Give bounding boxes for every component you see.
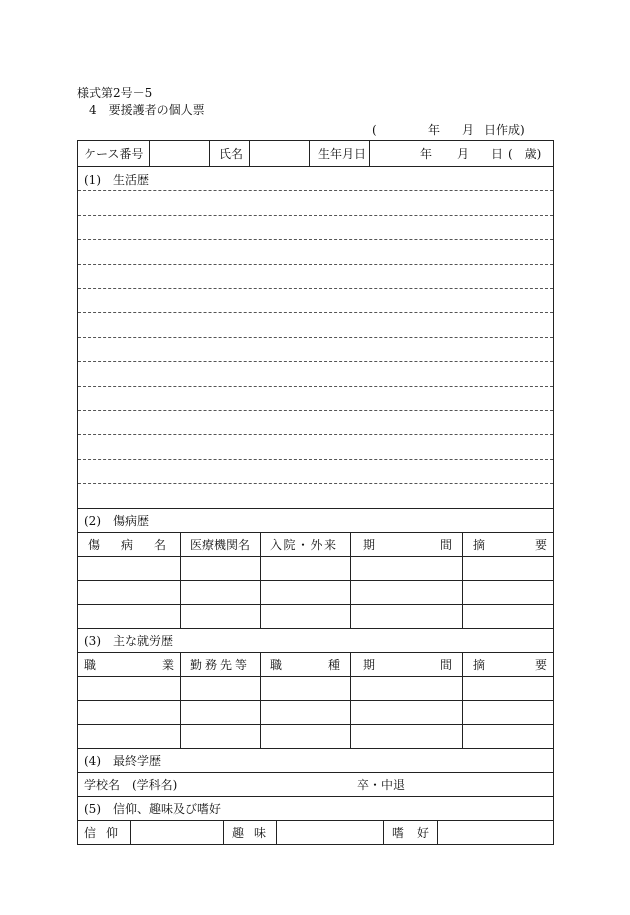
cell-period[interactable] — [351, 557, 463, 580]
ruled-line — [78, 313, 553, 337]
col-occupation-char: 職 — [84, 658, 97, 672]
beliefs-title: (5) 信仰、趣味及び嗜好 — [84, 802, 221, 816]
col-summary — [463, 533, 555, 556]
table-row — [78, 557, 553, 581]
col-disease-char: 病 — [120, 538, 133, 552]
preference-char: 好 — [416, 826, 429, 840]
case-number-label-cell — [78, 141, 150, 166]
col-disease — [78, 533, 181, 556]
case-number-label: ケース番号 — [84, 147, 144, 161]
cell-job-type[interactable] — [261, 677, 351, 700]
medical-history-title-row — [78, 509, 553, 533]
life-history-lines[interactable] — [78, 167, 553, 484]
name-label: 氏名 — [219, 147, 244, 161]
cell-period[interactable] — [351, 701, 463, 724]
birth-year-label: 年 — [420, 147, 433, 161]
cell-occupation[interactable] — [78, 701, 181, 724]
cell-summary[interactable] — [463, 605, 555, 628]
col-job-type-char: 職 — [270, 658, 283, 672]
ruled-line — [78, 216, 553, 240]
col-disease-char: 名 — [153, 538, 166, 552]
cell-period[interactable] — [351, 605, 463, 628]
ruled-line — [78, 435, 553, 459]
personal-record-form — [77, 140, 554, 845]
ruled-line — [78, 265, 553, 289]
cell-institution[interactable] — [181, 557, 261, 580]
work-history-header-row — [78, 653, 553, 677]
faith-char: 仰 — [105, 826, 118, 840]
col-summary — [463, 653, 555, 676]
faith-field[interactable] — [131, 821, 224, 844]
ruled-line — [78, 387, 553, 411]
cell-type[interactable] — [261, 557, 351, 580]
form-number: 様式第2号－5 — [77, 86, 153, 100]
cell-summary[interactable] — [463, 557, 555, 580]
cell-summary[interactable] — [463, 581, 555, 604]
col-disease-char: 傷 — [88, 538, 101, 552]
ruled-line — [78, 411, 553, 435]
name-label-cell — [210, 141, 250, 166]
cell-disease[interactable] — [78, 581, 181, 604]
cell-job-type[interactable] — [261, 701, 351, 724]
ruled-line — [78, 191, 553, 215]
form-title: 4 要援護者の個人票 — [89, 103, 205, 117]
ruled-line — [78, 460, 553, 484]
col-period — [351, 653, 463, 676]
col-job-type — [261, 653, 351, 676]
table-row — [78, 701, 553, 725]
education-row[interactable] — [78, 773, 553, 797]
work-history-title: (3) 主な就労歴 — [84, 634, 173, 648]
header-row — [78, 141, 553, 167]
preference-field[interactable] — [438, 821, 555, 844]
col-occupation-label — [84, 659, 174, 671]
col-job-type-label — [270, 659, 340, 671]
birthdate-field[interactable] — [370, 141, 555, 166]
cell-occupation[interactable] — [78, 677, 181, 700]
cell-period[interactable] — [351, 725, 463, 748]
col-job-type-char: 種 — [327, 658, 340, 672]
cell-employer[interactable] — [181, 701, 261, 724]
cell-institution[interactable] — [181, 581, 261, 604]
created-year: 年 — [428, 123, 441, 137]
col-disease-label — [88, 539, 166, 551]
hobby-field[interactable] — [277, 821, 384, 844]
faith-label — [84, 827, 118, 839]
cell-disease[interactable] — [78, 605, 181, 628]
birth-day-label: 日 — [491, 147, 504, 161]
col-period — [351, 533, 463, 556]
cell-institution[interactable] — [181, 605, 261, 628]
hobby-label — [232, 827, 266, 839]
table-row — [78, 581, 553, 605]
col-summary-char: 摘 — [473, 538, 486, 552]
col-institution — [181, 533, 261, 556]
ruled-line — [78, 289, 553, 313]
medical-history-title: (2) 傷病歴 — [84, 514, 149, 528]
case-number-field[interactable] — [150, 141, 210, 166]
preference-label-cell — [384, 821, 438, 844]
col-occupation-char: 業 — [161, 658, 174, 672]
col-period-char: 間 — [439, 658, 452, 672]
cell-summary[interactable] — [463, 701, 555, 724]
ruled-line — [78, 167, 553, 191]
ruled-line — [78, 338, 553, 362]
col-summary-char: 要 — [534, 538, 547, 552]
cell-period[interactable] — [351, 677, 463, 700]
col-institution-label: 医療機関名 — [190, 538, 251, 552]
col-period-char: 期 — [363, 538, 376, 552]
col-period-char: 期 — [363, 658, 376, 672]
school-name-label: 学校名 (学科名) — [84, 778, 178, 792]
preference-char: 嗜 — [392, 826, 405, 840]
cell-employer[interactable] — [181, 725, 261, 748]
col-period-label — [363, 539, 452, 551]
birth-month-label: 月 — [457, 147, 470, 161]
age-label: ( 歳) — [508, 147, 542, 161]
col-summary-char: 要 — [534, 658, 547, 672]
education-title-row — [78, 749, 553, 773]
table-row — [78, 677, 553, 701]
cell-type[interactable] — [261, 605, 351, 628]
col-employer-label: 勤務先等 — [190, 658, 251, 672]
table-row — [78, 725, 553, 749]
cell-summary[interactable] — [463, 677, 555, 700]
hobby-char: 味 — [253, 826, 266, 840]
cell-type[interactable] — [261, 581, 351, 604]
created-month: 月 — [462, 123, 475, 137]
cell-occupation[interactable] — [78, 725, 181, 748]
name-field[interactable] — [250, 141, 310, 166]
ruled-line — [78, 362, 553, 386]
col-summary-label — [473, 659, 547, 671]
col-type-label: 入院・外来 — [270, 538, 338, 552]
medical-history-header-row — [78, 533, 553, 557]
beliefs-row — [78, 821, 553, 844]
created-day: 日作成) — [484, 123, 525, 137]
faith-label-cell — [78, 821, 131, 844]
life-history-section — [78, 167, 553, 509]
work-history-title-row — [78, 629, 553, 653]
ruled-line — [78, 240, 553, 264]
cell-employer[interactable] — [181, 677, 261, 700]
graduation-status: 卒・中退 — [357, 778, 406, 792]
col-period-char: 間 — [439, 538, 452, 552]
col-type — [261, 533, 351, 556]
life-history-title: (1) 生活歴 — [84, 173, 149, 187]
col-occupation — [78, 653, 181, 676]
col-employer — [181, 653, 261, 676]
faith-char: 信 — [84, 826, 97, 840]
birthdate-label: 生年月日 — [318, 147, 367, 161]
hobby-char: 趣 — [232, 826, 245, 840]
cell-job-type[interactable] — [261, 725, 351, 748]
cell-period[interactable] — [351, 581, 463, 604]
hobby-label-cell — [224, 821, 277, 844]
col-summary-char: 摘 — [473, 658, 486, 672]
col-summary-label — [473, 539, 547, 551]
birthdate-label-cell — [310, 141, 370, 166]
education-title: (4) 最終学歴 — [84, 754, 161, 768]
cell-summary[interactable] — [463, 725, 555, 748]
created-open-paren: ( — [372, 123, 377, 137]
preference-label — [392, 827, 429, 839]
beliefs-title-row — [78, 797, 553, 821]
table-row — [78, 605, 553, 629]
col-period-label — [363, 659, 452, 671]
cell-disease[interactable] — [78, 557, 181, 580]
